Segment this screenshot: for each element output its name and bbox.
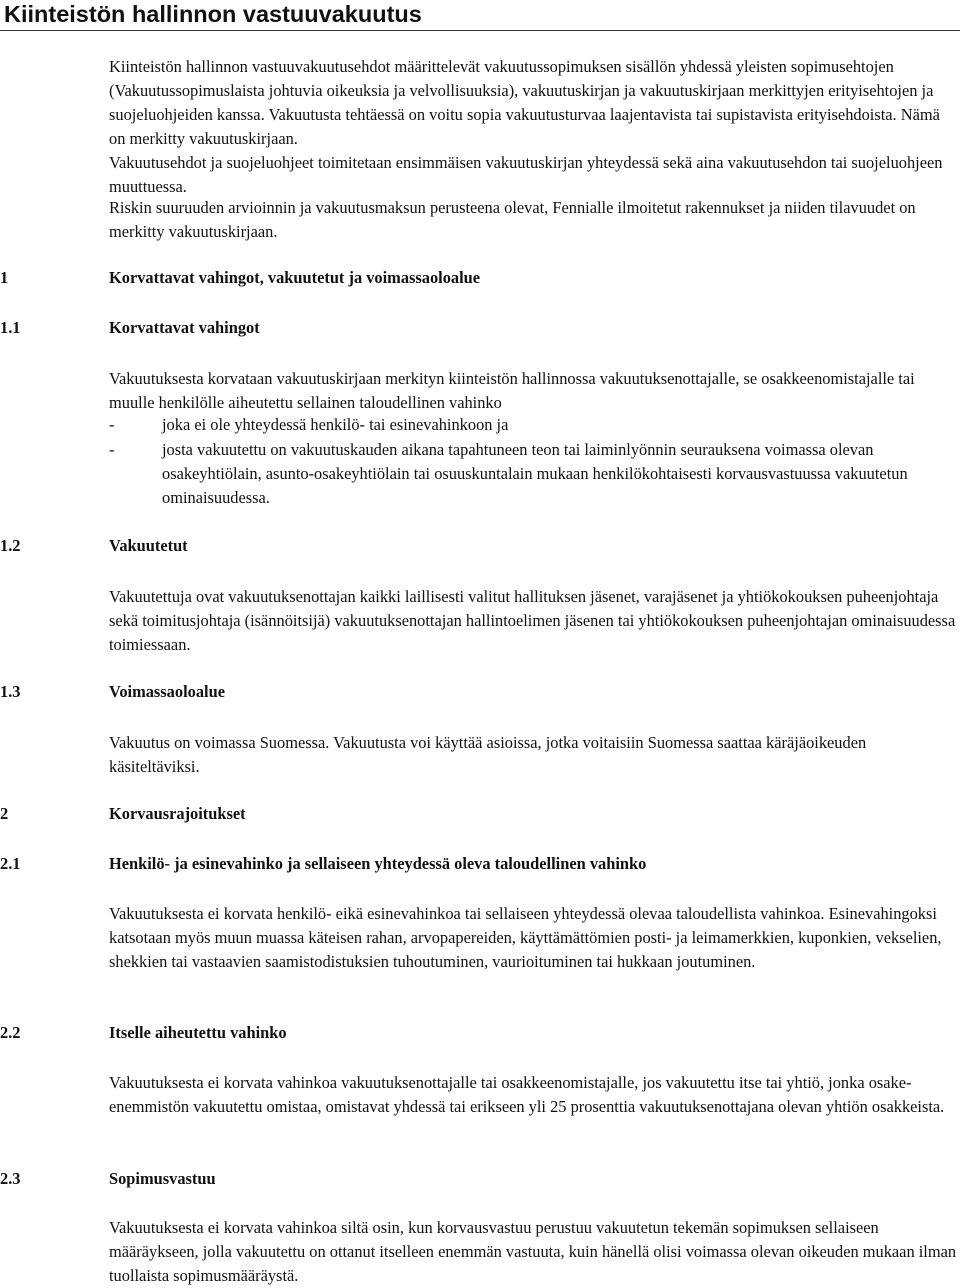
section-number: 1.2 bbox=[0, 536, 21, 555]
section-title: Korvattavat vahingot bbox=[109, 318, 260, 337]
section-number: 2.2 bbox=[0, 1023, 21, 1042]
section-title: Itselle aiheutettu vahinko bbox=[109, 1023, 287, 1042]
intro-paragraph-1: Kiinteistön hallinnon vastuuvakuutusehdot määrittelevät vakuutussopimuksen sisällön yhdessä yleisten sopimusehtojen (Vakuutussopimuslaista johtuvia oikeuksia ja velvollisuuksia), vakuutuskirjan ja vakuutuskirjaan merkittyjen erityisehtojen ja suojeluohjeiden kanssa. Vakuutusta tehtäessä on voitu sopia vakuutusturvaa laajentavista tai supistavista erityisehdoista. Nämä on merkitty vakuutuskirjaan. bbox=[109, 57, 940, 148]
list-item-text: josta vakuutettu on vakuutuskauden aikana tapahtuneen teon tai laiminlyönnin seurauksena voimassa olevan osakeyhtiölain, asunto-osakeyhtiölain tai osuuskuntalain mukaan henkilökohtaisesti korvausvastuussa vakuutetun ominaisuudessa. bbox=[162, 440, 908, 507]
section-number: 2.1 bbox=[0, 854, 21, 873]
section-number: 2 bbox=[0, 804, 9, 823]
section-number: 1.1 bbox=[0, 318, 21, 337]
section-title: Sopimusvastuu bbox=[109, 1169, 216, 1188]
section-2-3-body: Vakuutuksesta ei korvata vahinkoa siltä osin, kun korvausvastuu perustuu vakuutetun tekemän sopimuksen sellaiseen määräykseen, jolla vakuutettu on ottanut itselleen enemmän vastuuta, kuin hänellä olisi voimassa olevan oikeuden mukaan ilman tuollaista sopimusmääräystä. bbox=[109, 1218, 957, 1285]
page-title: Kiinteistön hallinnon vastuuvakuutus bbox=[4, 1, 422, 27]
section-number: 2.3 bbox=[0, 1169, 21, 1188]
section-title: Henkilö- ja esinevahinko ja sellaiseen yhteydessä oleva taloudellinen vahinko bbox=[109, 854, 647, 873]
section-title: Voimassaoloalue bbox=[109, 682, 225, 701]
section-2-1-body: Vakuutuksesta ei korvata henkilö- eikä esinevahinkoa tai sellaiseen yhteydessä olevaa taloudellista vahinkoa. Esinevahingoksi katsotaan myös muun muassa käteisen rahan, arvopapereiden, käyttämättömien posti- ja leimamerkkien, kuponkien, vekselien, shekkien tai vastaavien saamistodistuksien tuhoutuminen, vaurioituminen tai hukkaan joutuminen. bbox=[109, 904, 942, 971]
section-1-2-body: Vakuutettuja ovat vakuutuksenottajan kaikki laillisesti valitut hallituksen jäsenet, varajäsenet ja yhtiökokouksen puheenjohtaja sekä toimitusjohtaja (isännöitsijä) vakuutuksenottajan hallintoelimen jäsenen tai yhtiökokouksen puheenjohtajan ominaisuudessa toimiessaan. bbox=[109, 587, 956, 654]
section-1-1-body: Vakuutuksesta korvataan vakuutuskirjaan merkityn kiinteistön hallinnossa vakuutuksenottajalle, se osakkeenomistajalle tai muulle henkilölle aiheutettu sellainen taloudellinen vahinko bbox=[109, 369, 915, 412]
section-number: 1 bbox=[0, 268, 9, 287]
title-bar bbox=[0, 0, 960, 31]
section-number: 1.3 bbox=[0, 682, 21, 701]
section-1-3-body: Vakuutus on voimassa Suomessa. Vakuutusta voi käyttää asioissa, jotka voitaisiin Suomessa saattaa käräjäoikeuden käsiteltäviksi. bbox=[109, 733, 867, 776]
section-2-2-body: Vakuutuksesta ei korvata vahinkoa vakuutuksenottajalle tai osakkeenomistajalle, jos vakuutettu itse tai yhtiö, jonka osake-enemmistön vakuutettu omistaa, omistavat yhdessä tai erikseen yli 25 prosenttia vakuutuksenottajana olevan yhtiön osakkeista. bbox=[109, 1073, 945, 1116]
list-item-text: joka ei ole yhteydessä henkilö- tai esinevahinkoon ja bbox=[162, 415, 509, 434]
list-dash: - bbox=[109, 415, 115, 434]
intro-paragraph-2: Vakuutusehdot ja suojeluohjeet toimitetaan ensimmäisen vakuutuskirjan yhteydessä sekä aina vakuutusehdon tai suojeluohjeen muuttuessa. bbox=[109, 153, 943, 196]
list-dash: - bbox=[109, 440, 115, 459]
section-title: Korvausrajoitukset bbox=[109, 804, 246, 823]
section-title: Korvattavat vahingot, vakuutetut ja voimassaoloalue bbox=[109, 268, 481, 287]
section-title: Vakuutetut bbox=[109, 536, 188, 555]
intro-paragraph-3: Riskin suuruuden arvioinnin ja vakuutusmaksun perusteena olevat, Fennialle ilmoitetut rakennukset ja niiden tilavuudet on merkitty vakuutuskirjaan. bbox=[109, 198, 916, 241]
